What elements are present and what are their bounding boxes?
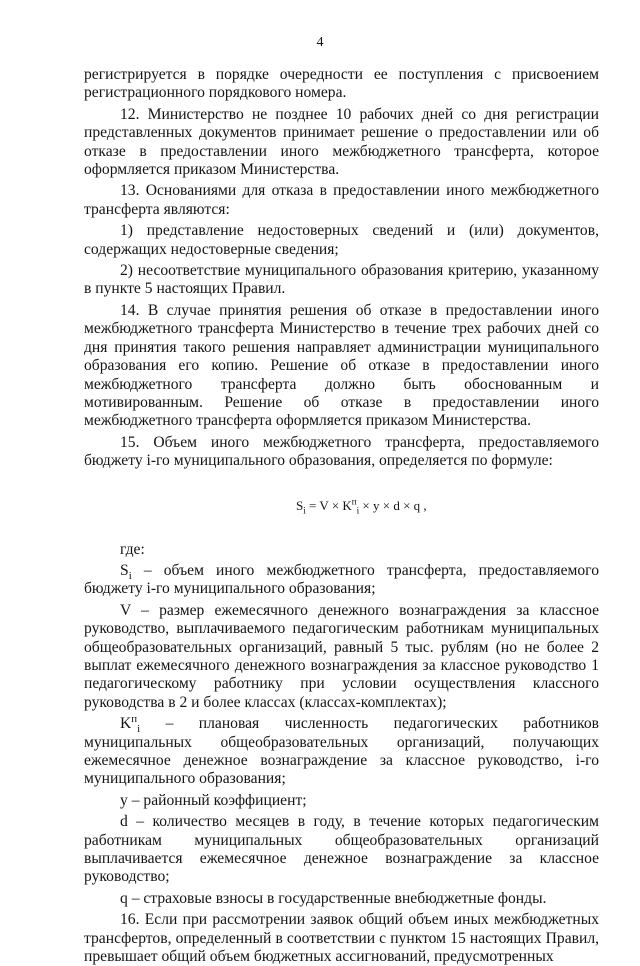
definition-k-text: – плановая численность педагогических работников муниципальных общеобразовательных организаций, получающих ежемесячное денежное вознаграждение за классное руководство, i-го муниципального образования; [84, 715, 599, 788]
formula-s-index: i [303, 505, 306, 516]
definition-k [84, 715, 599, 789]
definition-k-symbol: K [120, 715, 132, 733]
definition-k-sub: i [137, 723, 141, 736]
formula-k-sup: п [351, 496, 357, 507]
definition-v: V – размер ежемесячного денежного вознаграждения за классное руководство, выплачиваемого педагогическим работникам муниципальных общеобразовательных организаций, равный 5 тыс. рублям (но не более 2 выплат ежемесячного денежного вознаграждения за классное руководство 1 педагогическому работнику при условии осуществления классного руководства в 2 и более классах (классах-комплектах); [84, 601, 599, 711]
paragraph-16: 16. Если при рассмотрении заявок общий объем иных межбюджетных трансфертов, определенный в соответствии с пунктом 15 настоящих Правил, превышает общий объем бюджетных ассигнований, предусмотренных [84, 911, 599, 966]
definition-s [84, 562, 599, 599]
paragraph-13-item-1: 1) представление недостоверных сведений и (или) документов, содержащих недостоверные сведения; [84, 222, 599, 258]
page-content [84, 66, 599, 966]
paragraph-13: 13. Основаниями для отказа в предоставлении иного межбюджетного трансферта являются: [84, 182, 599, 218]
where-label: где: [120, 540, 145, 558]
paragraph-13-item-2: 2) несоответствие муниципального образования критерию, указанному в пункте 5 настоящих Правил. [84, 262, 599, 298]
formula-eq: = V × K [305, 497, 352, 513]
formula-k-sub: i [356, 505, 360, 516]
definition-s-symbol: S [120, 561, 129, 579]
definition-k-sup: п [131, 713, 138, 725]
paragraph-14: 14. В случае принятия решения об отказе в предоставлении иного межбюджетного трансферта Министерство в течение трех рабочих дней со дня принятия такого решения направляет администрации муниципального образования его копию. Решение об отказе в предоставлении иного межбюджетного трансферта должно быть обоснованным и мотивированным. Решение об отказе в предоставлении иного межбюджетного трансферта оформляется приказом Министерства. [84, 301, 599, 430]
definition-d: d – количество месяцев в году, в течение которых педагогическим работникам муниципальных общеобразовательных организаций выплачивается ежемесячное денежное вознаграждение за классное руководство; [84, 813, 599, 886]
definition-s-text: – объем иного межбюджетного трансферта, предоставляемого бюджету i-го муниципального образования; [84, 561, 599, 598]
definition-y: y – районный коэффициент; [120, 791, 307, 809]
formula-s: S [296, 497, 304, 513]
paragraph-intro: регистрируется в порядке очередности ее поступления с присвоением регистрационного порядкового номера. [84, 66, 599, 102]
paragraph-15: 15. Объем иного межбюджетного трансферта, предоставляемого бюджету i-го муниципального образования, определяется по формуле: [84, 433, 599, 470]
definition-s-index: i [128, 570, 132, 583]
formula [84, 497, 599, 515]
page-number: 4 [316, 35, 324, 50]
definition-q: q – страховые взносы в государственные внебюджетные фонды. [120, 889, 547, 907]
paragraph-12: 12. Министерство не позднее 10 рабочих дней со дня регистрации представленных документов принимает решение о предоставлении или об отказе в предоставлении иного межбюджетного трансферта, которое оформляется приказом Министерства. [84, 105, 599, 179]
formula-rest: × y × d × q , [359, 497, 427, 513]
